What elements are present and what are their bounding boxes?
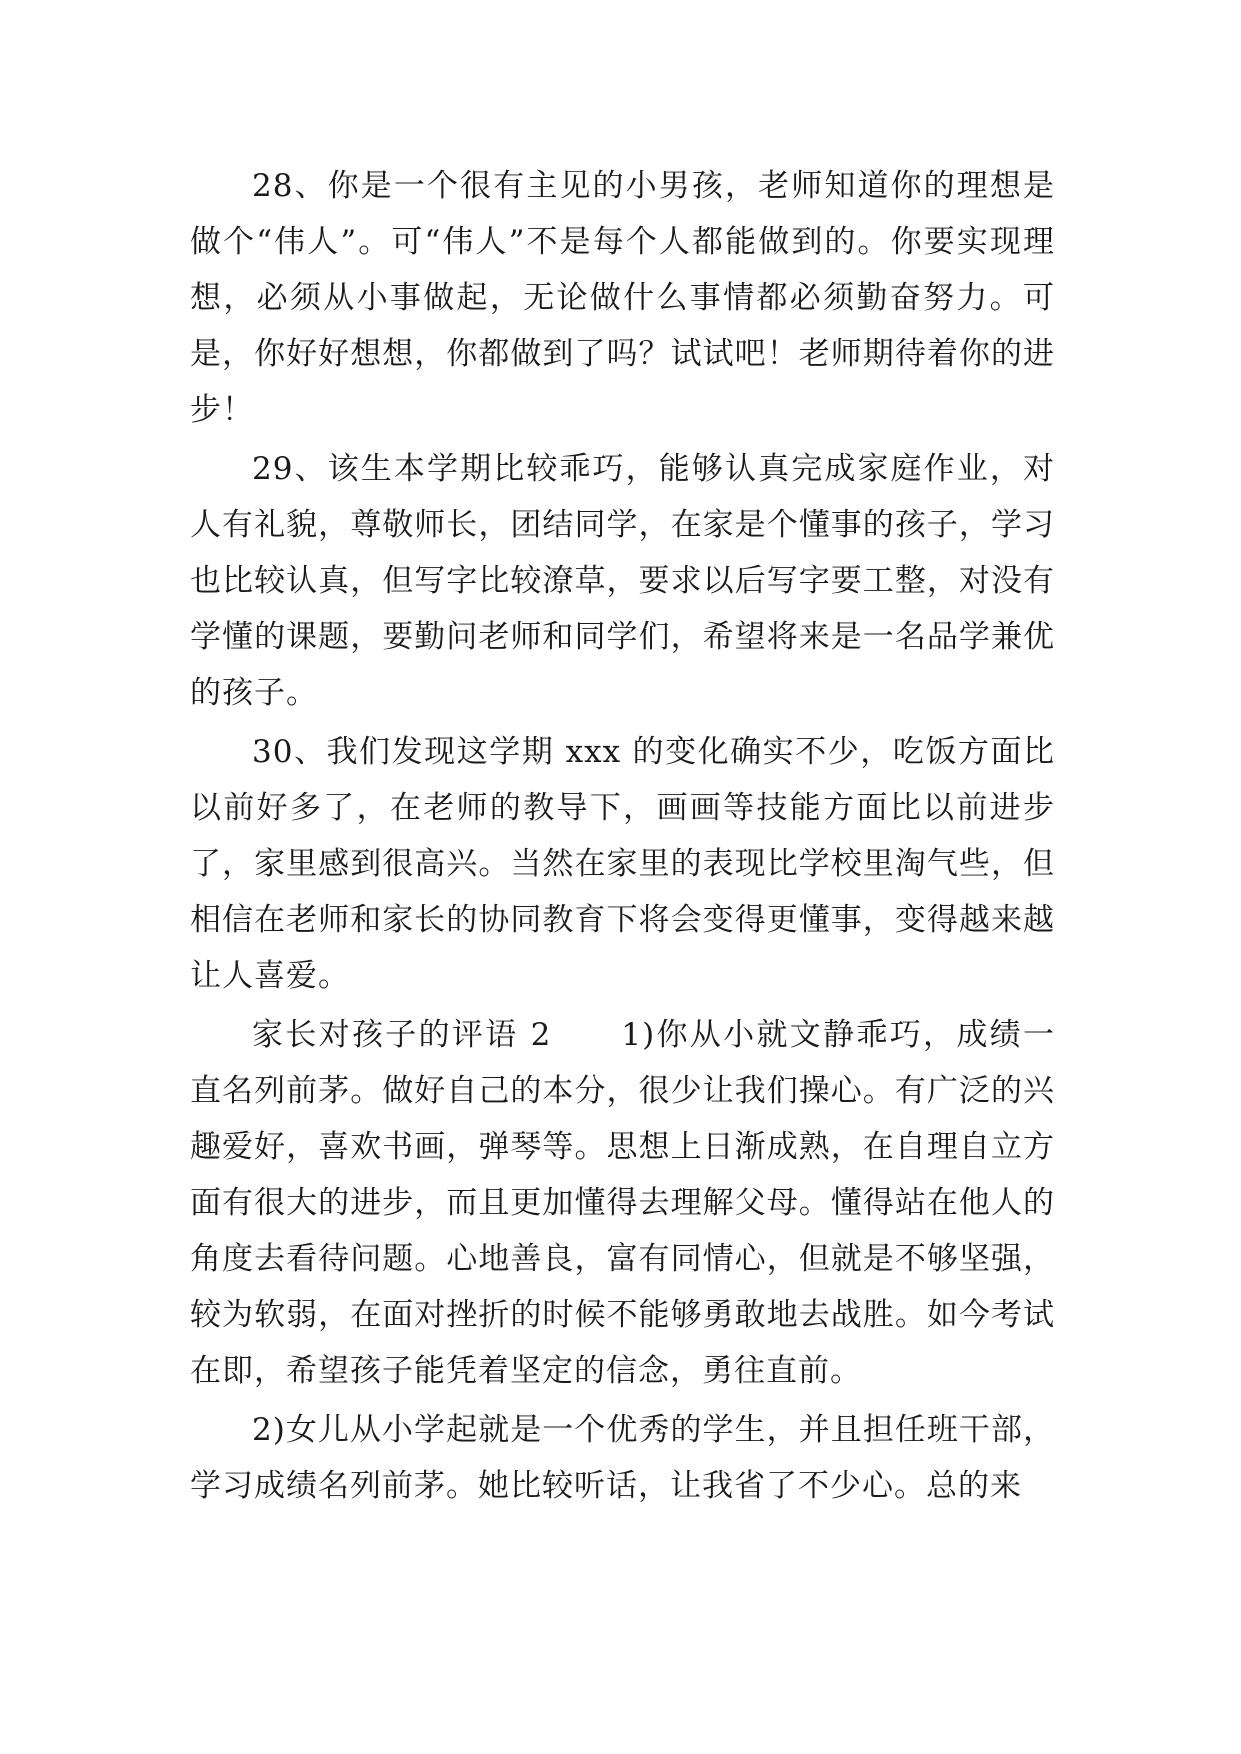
section-paragraph-1: 1)你从小就文静乖巧，成绩一直名列前茅。做好自己的本分，很少让我们操心。有广泛的兴趣爱好，喜欢书画，弹琴等。思想上日渐成熟，在自理自立方面有很大的进步，而且更加懂得去理解父母。懂得站在他人的角度去看待问题。心地善良，富有同情心，但就是不够坚强，较为软弱，在面对挫折的时候不能够勇敢地去战胜。如今考试在即，希望孩子能凭着坚定的信念，勇往直前。 (190, 1017, 1055, 1389)
paragraph-29: 29、该生本学期比较乖巧，能够认真完成家庭作业，对人有礼貌，尊敬师长，团结同学，在家是个懂事的孩子，学习也比较认真，但写字比较潦草，要求以后写字要工整，对没有学懂的课题，要勤问老师和同学们，希望将来是一名品学兼优的孩子。 (190, 451, 1055, 711)
paragraph-section-2-item-2: 2)女儿从小学起就是一个优秀的学生，并且担任班干部，学习成绩名列前茅。她比较听话，让我省了不少心。总的来 (190, 1412, 1055, 1504)
paragraph-30: 30、我们发现这学期 xxx 的变化确实不少，吃饭方面比以前好多了，在老师的教导下，画画等技能方面比以前进步了，家里感到很高兴。当然在家里的表现比学校里淘气些，但相信在老师和家长的协同教育下将会变得更懂事，变得越来越让人喜爱。 (190, 734, 1055, 994)
paragraph-28: 28、你是一个很有主见的小男孩，老师知道你的理想是做个“伟人”。可“伟人”不是每个人都能做到的。你要实现理想，必须从小事做起，无论做什么事情都必须勤奋努力。可是，你好好想想，你都做到了吗？试试吧！老师期待着你的进步！ (190, 168, 1055, 428)
section-heading: 家长对孩子的评语 2 (252, 1017, 552, 1053)
document-body (190, 158, 1055, 1517)
paragraph-section-2 (190, 1007, 1055, 1399)
